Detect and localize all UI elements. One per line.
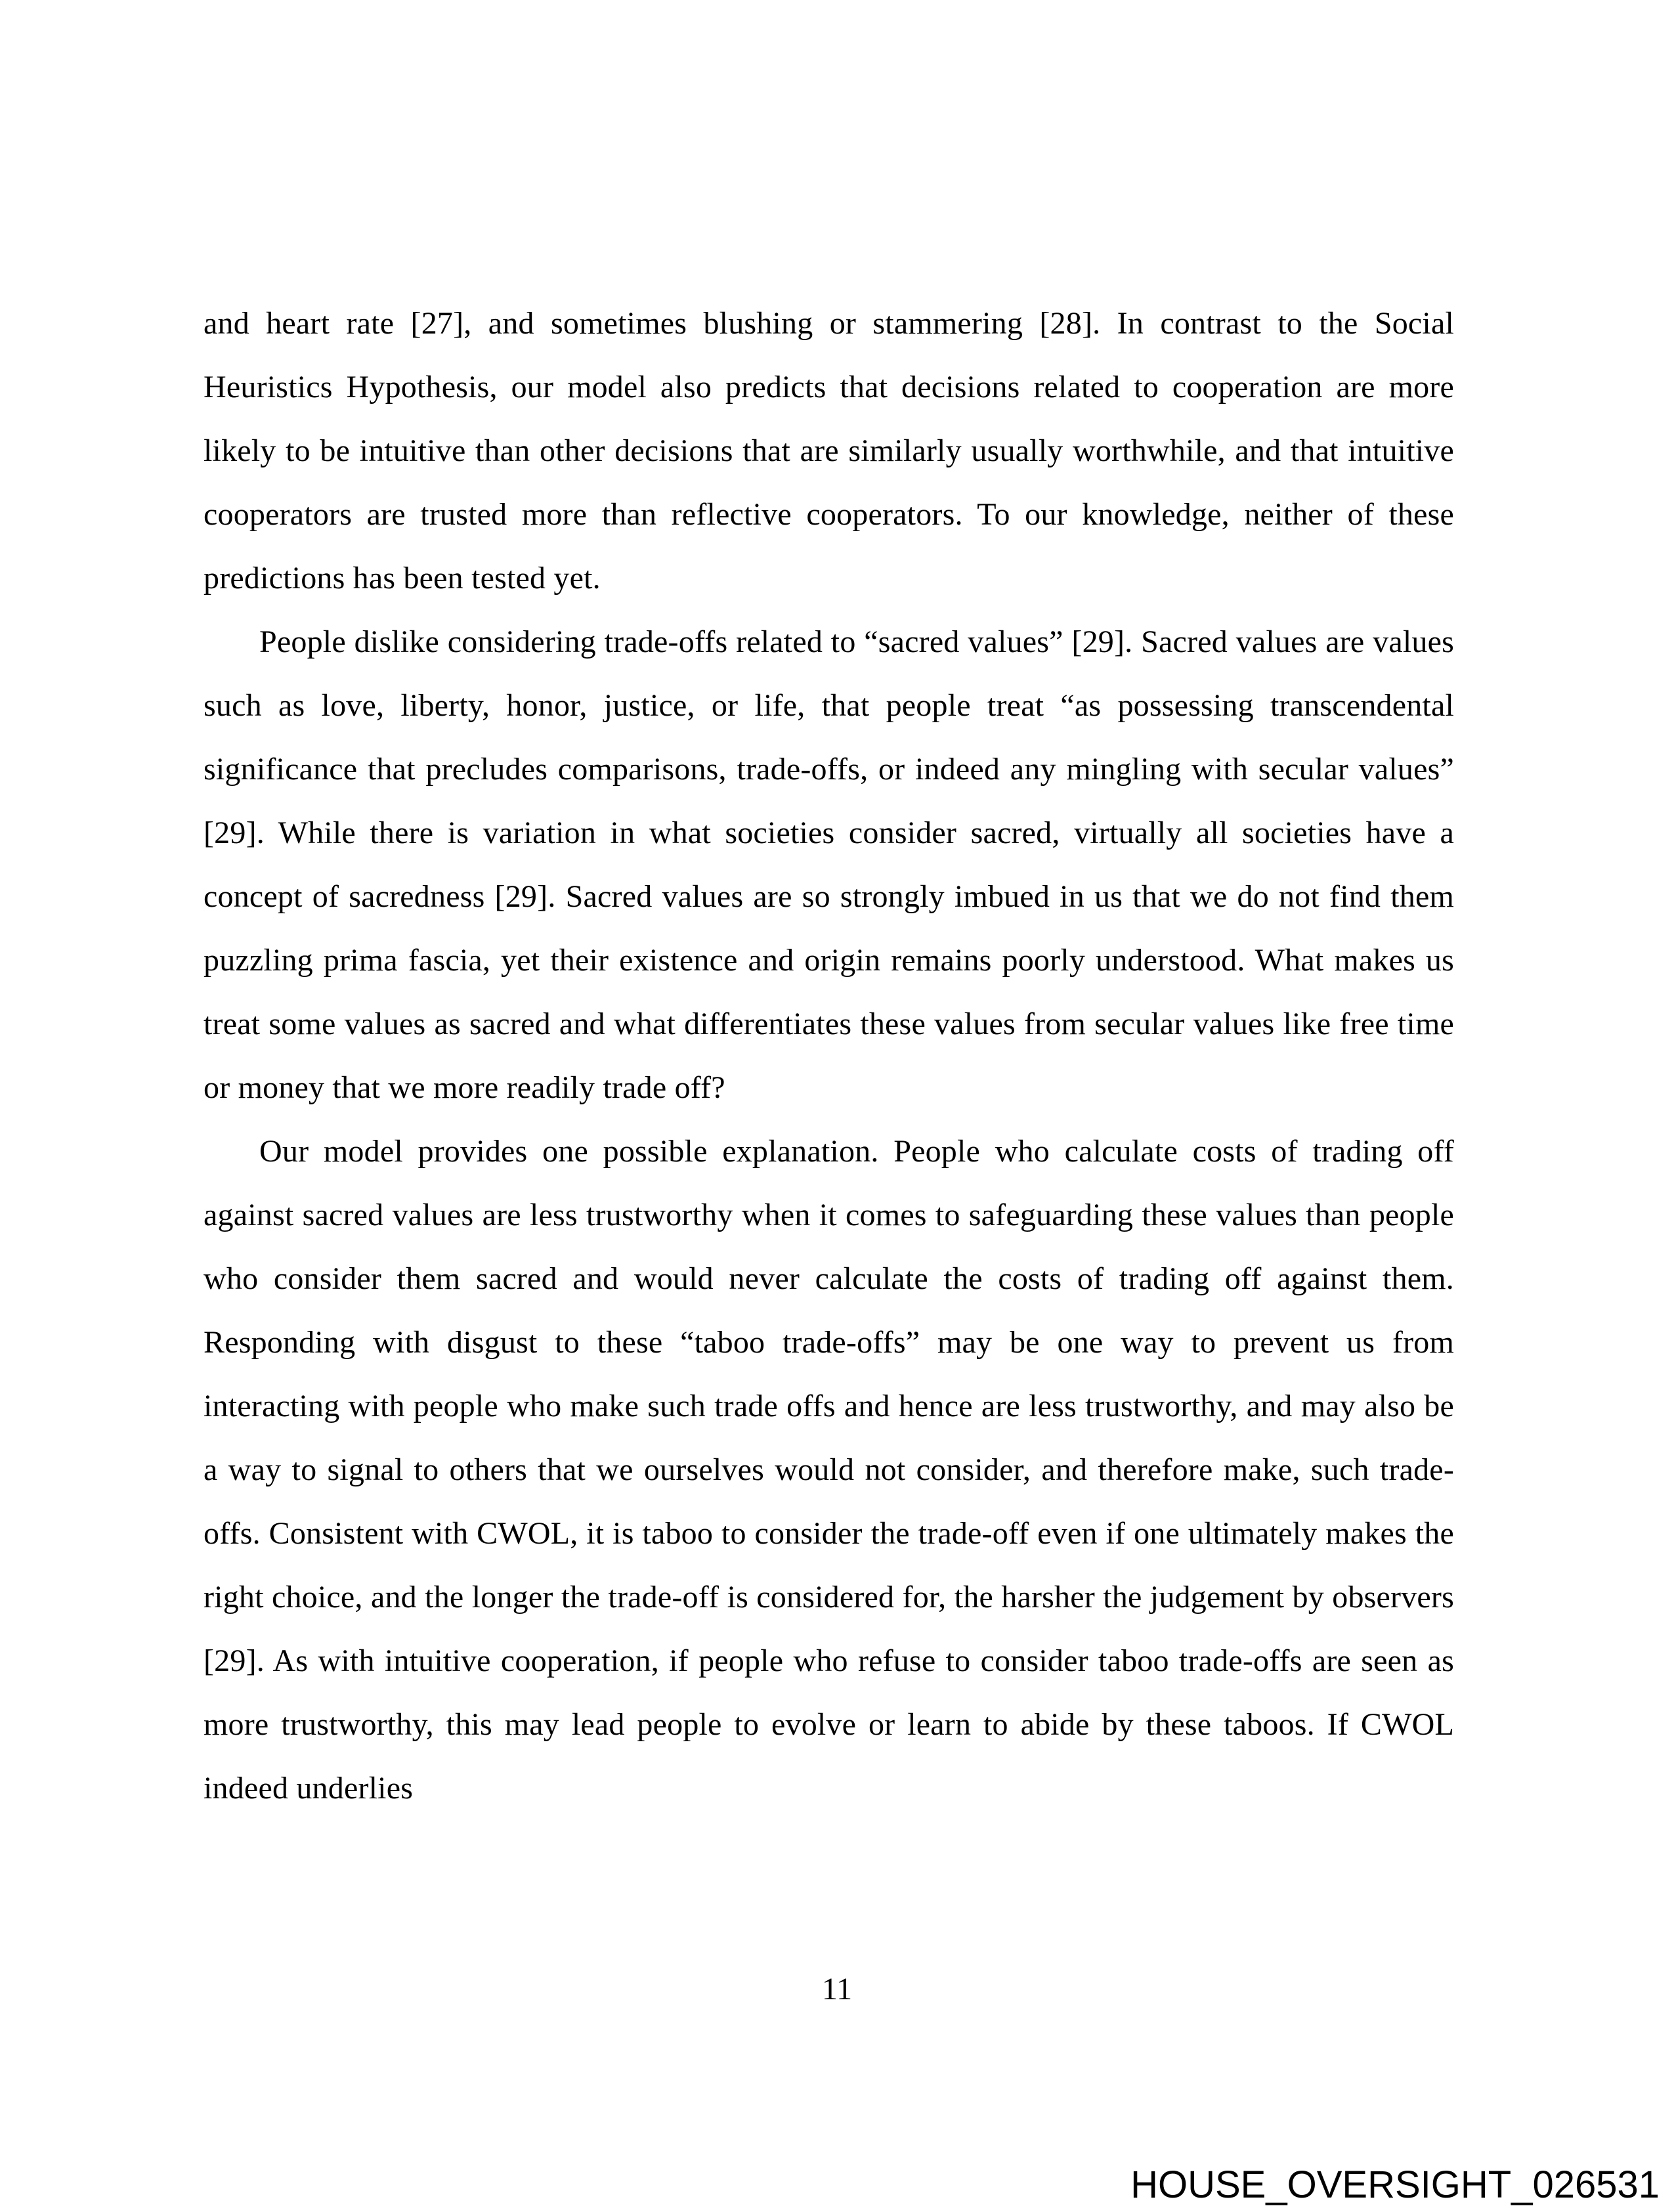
bates-stamp: HOUSE_OVERSIGHT_026531 xyxy=(1130,2163,1660,2206)
page-number: 11 xyxy=(821,1972,853,2006)
document-body xyxy=(204,292,1454,1820)
paragraph-model-explanation: Our model provides one possible explanation. People who calculate costs of trading off against sacred values are less trustworthy when it comes to safeguarding these values than people who consider them sacred and would never calculate the costs of trading off against them. Responding with disgust to these “taboo trade-offs” may be one way to prevent us from interacting with people who make such trade offs and hence are less trustworthy, and may also be a way to signal to others that we ourselves would not consider, and therefore make, such trade-offs. Consistent with CWOL, it is taboo to consider the trade-off even if one ultimately makes the right choice, and the longer the trade-off is considered for, the harsher the judgement by observers [29]. As with intuitive cooperation, if people who refuse to consider taboo trade-offs are seen as more trustworthy, this may lead people to evolve or learn to abide by these taboos. If CWOL indeed underlies xyxy=(204,1134,1454,1806)
paragraph-sacred-values: People dislike considering trade-offs related to “sacred values” [29]. Sacred values are values such as love, liberty, honor, justice, or life, that people treat “as possessing transcendental significance that precludes comparisons, trade-offs, or indeed any mingling with secular values” [29]. While there is variation in what societies consider sacred, virtually all societies have a concept of sacredness [29]. Sacred values are so strongly imbued in us that we do not find them puzzling prima fascia, yet their existence and origin remains poorly understood. What makes us treat some values as sacred and what differentiates these values from secular values like free time or money that we more readily trade off? xyxy=(204,624,1454,1105)
paragraph-continuation: and heart rate [27], and sometimes blushing or stammering [28]. In contrast to the Social Heuristics Hypothesis, our model also predicts that decisions related to cooperation are more likely to be intuitive than other decisions that are similarly usually worthwhile, and that intuitive cooperators are trusted more than reflective cooperators. To our knowledge, neither of these predictions has been tested yet. xyxy=(204,306,1454,596)
